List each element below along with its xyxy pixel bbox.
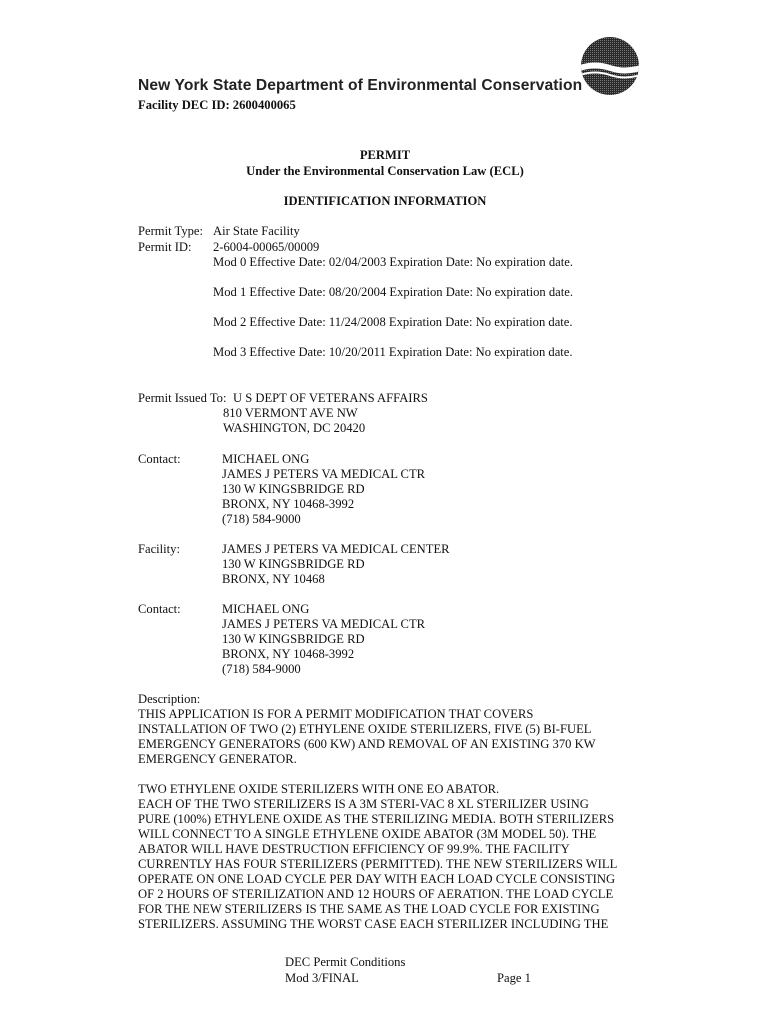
permit-type-value: Air State Facility xyxy=(213,224,300,238)
description-line: STERILIZERS. ASSUMING THE WORST CASE EACH STERILIZER INCLUDING THE xyxy=(138,917,609,931)
mod-line: Mod 3 Effective Date: 10/20/2011 Expiration Date: No expiration date. xyxy=(213,345,573,359)
permit-subtitle: Under the Environmental Conservation Law (ECL) xyxy=(246,164,524,178)
contact-label: Contact: xyxy=(138,602,181,616)
mod-line: Mod 2 Effective Date: 11/24/2008 Expiration Date: No expiration date. xyxy=(213,315,573,329)
description-line: OF 2 HOURS OF STERILIZATION AND 12 HOURS OF AERATION. THE LOAD CYCLE xyxy=(138,887,614,901)
mod-line: Mod 0 Effective Date: 02/04/2003 Expiration Date: No expiration date. xyxy=(213,255,573,269)
issued-to-label: Permit Issued To: xyxy=(138,391,227,405)
contact-line: JAMES J PETERS VA MEDICAL CTR xyxy=(222,617,426,631)
contact-line: (718) 584-9000 xyxy=(222,512,301,526)
facility-line: 130 W KINGSBRIDGE RD xyxy=(222,557,365,571)
contact-line: 130 W KINGSBRIDGE RD xyxy=(222,482,365,496)
section-heading: IDENTIFICATION INFORMATION xyxy=(283,194,487,208)
description-line: EMERGENCY GENERATORS (600 KW) AND REMOVAL OF AN EXISTING 370 KW xyxy=(138,737,596,751)
description-line: CURRENTLY HAS FOUR STERILIZERS (PERMITTED). THE NEW STERILIZERS WILL xyxy=(138,857,618,871)
contact-line: BRONX, NY 10468-3992 xyxy=(222,497,355,511)
description-line: TWO ETHYLENE OXIDE STERILIZERS WITH ONE EO ABATOR. xyxy=(138,782,500,796)
contact-line: BRONX, NY 10468-3992 xyxy=(222,647,355,661)
facility-dec-id: Facility DEC ID: 2600400065 xyxy=(138,98,296,112)
description-line: OPERATE ON ONE LOAD CYCLE PER DAY WITH EACH LOAD CYCLE CONSISTING xyxy=(138,872,616,886)
issued-to-line: WASHINGTON, DC 20420 xyxy=(223,421,366,435)
description-line: THIS APPLICATION IS FOR A PERMIT MODIFICATION THAT COVERS xyxy=(138,707,534,721)
contact-line: MICHAEL ONG xyxy=(222,452,310,466)
description-label: Description: xyxy=(138,692,201,706)
agency-name: New York State Department of Environmental Conservation xyxy=(138,77,583,94)
footer-mod: Mod 3/FINAL xyxy=(285,971,359,985)
description-line: EACH OF THE TWO STERILIZERS IS A 3M STERI-VAC 8 XL STERILIZER USING xyxy=(138,797,589,811)
issued-to-line: U S DEPT OF VETERANS AFFAIRS xyxy=(233,391,428,405)
contact-line: JAMES J PETERS VA MEDICAL CTR xyxy=(222,467,426,481)
contact-line: 130 W KINGSBRIDGE RD xyxy=(222,632,365,646)
description-line: WILL CONNECT TO A SINGLE ETHYLENE OXIDE ABATOR (3M MODEL 50). THE xyxy=(138,827,597,841)
description-line: ABATOR WILL HAVE DESTRUCTION EFFICIENCY OF 99.9%. THE FACILITY xyxy=(138,842,570,856)
facility-label: Facility: xyxy=(138,542,180,556)
permit-id-value: 2-6004-00065/00009 xyxy=(213,240,320,254)
description-line: EMERGENCY GENERATOR. xyxy=(138,752,297,766)
contact-label: Contact: xyxy=(138,452,181,466)
permit-type-label: Permit Type: xyxy=(138,224,203,238)
description-line: PURE (100%) ETHYLENE OXIDE AS THE STERILIZING MEDIA. BOTH STERILIZERS xyxy=(138,812,615,826)
contact-line: MICHAEL ONG xyxy=(222,602,310,616)
dec-logo xyxy=(580,36,640,96)
issued-to-line: 810 VERMONT AVE NW xyxy=(223,406,358,420)
description-paragraph xyxy=(138,707,638,767)
description-line: INSTALLATION OF TWO (2) ETHYLENE OXIDE STERILIZERS, FIVE (5) BI-FUEL xyxy=(138,722,592,736)
facility-line: JAMES J PETERS VA MEDICAL CENTER xyxy=(222,542,450,556)
facility-line: BRONX, NY 10468 xyxy=(222,572,325,586)
permit-title: PERMIT xyxy=(359,148,411,162)
mod-line: Mod 1 Effective Date: 08/20/2004 Expiration Date: No expiration date. xyxy=(213,285,573,299)
description-line: FOR THE NEW STERILIZERS IS THE SAME AS THE LOAD CYCLE FOR EXISTING xyxy=(138,902,600,916)
description-paragraph xyxy=(138,782,638,932)
footer-conditions: DEC Permit Conditions xyxy=(285,955,406,969)
permit-id-label: Permit ID: xyxy=(138,240,192,254)
contact-line: (718) 584-9000 xyxy=(222,662,301,676)
page-number: Page 1 xyxy=(497,971,531,985)
